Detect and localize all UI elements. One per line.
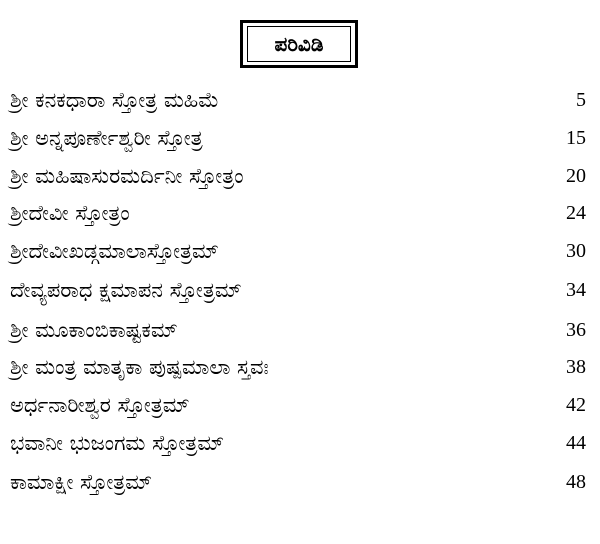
toc-row	[0, 428, 600, 458]
toc-entry-title: ಶ್ರೀ ಮೂಕಾಂಬಿಕಾಷ್ಟಕಮ್	[10, 318, 178, 342]
toc-entry-page: 24	[566, 202, 586, 224]
toc-entry-page: 20	[566, 165, 586, 187]
toc-row	[0, 275, 600, 305]
toc-row	[0, 161, 600, 191]
toc-row	[0, 123, 600, 153]
toc-entry-page: 42	[566, 394, 586, 416]
toc-entry-title: ಕಾಮಾಕ್ಷೀ ಸ್ತೋತ್ರಮ್	[10, 470, 153, 494]
toc-entry-title: ಶ್ರೀ ಮಂತ್ರ ಮಾತೃಕಾ ಪುಷ್ಪಮಾಲಾ ಸ್ತವಃ	[10, 355, 269, 379]
page-title: ಪರಿವಿಡಿ	[274, 32, 324, 56]
toc-entry-title: ದೇವ್ಯಪರಾಧ ಕ್ಷಮಾಪನ ಸ್ತೋತ್ರಮ್	[10, 278, 242, 302]
toc-entry-page: 36	[566, 319, 586, 341]
toc-entry-page: 34	[566, 279, 586, 301]
toc-entry-page: 5	[576, 89, 586, 111]
toc-entry-page: 48	[566, 471, 586, 493]
toc-entry-page: 38	[566, 356, 586, 378]
toc-row	[0, 390, 600, 420]
toc-entry-title: ಭವಾನೀ ಭುಜಂಗಮ ಸ್ತೋತ್ರಮ್	[10, 431, 225, 455]
toc-entry-title: ಶ್ರೀ ಮಹಿಷಾಸುರಮರ್ದಿನೀ ಸ್ತೋತ್ರಂ	[10, 164, 244, 188]
toc-entry-title: ಶ್ರೀ ಕನಕಧಾರಾ ಸ್ತೋತ್ರ ಮಹಿಮೆ	[10, 88, 220, 112]
toc-row	[0, 467, 600, 497]
toc-row	[0, 352, 600, 382]
toc-entry-page: 44	[566, 432, 586, 454]
toc-entry-title: ಶ್ರೀದೇವೀ ಸ್ತೋತ್ರಂ	[10, 201, 130, 225]
toc-entry-page: 15	[566, 127, 586, 149]
toc-entry-title: ಅರ್ಧನಾರೀಶ್ವರ ಸ್ತೋತ್ರಮ್	[10, 393, 190, 417]
heading-box	[240, 20, 358, 68]
toc-entry-title: ಶ್ರೀ ಅನ್ನಪೂರ್ಣೇಶ್ವರೀ ಸ್ತೋತ್ರ	[10, 126, 203, 150]
toc-row	[0, 236, 600, 266]
toc-entry-page: 30	[566, 240, 586, 262]
toc-row	[0, 198, 600, 228]
toc-row	[0, 85, 600, 115]
toc-row	[0, 315, 600, 345]
toc-entry-title: ಶ್ರೀದೇವೀಖಡ್ಗಮಾಲಾಸ್ತೋತ್ರಮ್	[10, 239, 219, 263]
heading-inner-box	[247, 26, 351, 62]
